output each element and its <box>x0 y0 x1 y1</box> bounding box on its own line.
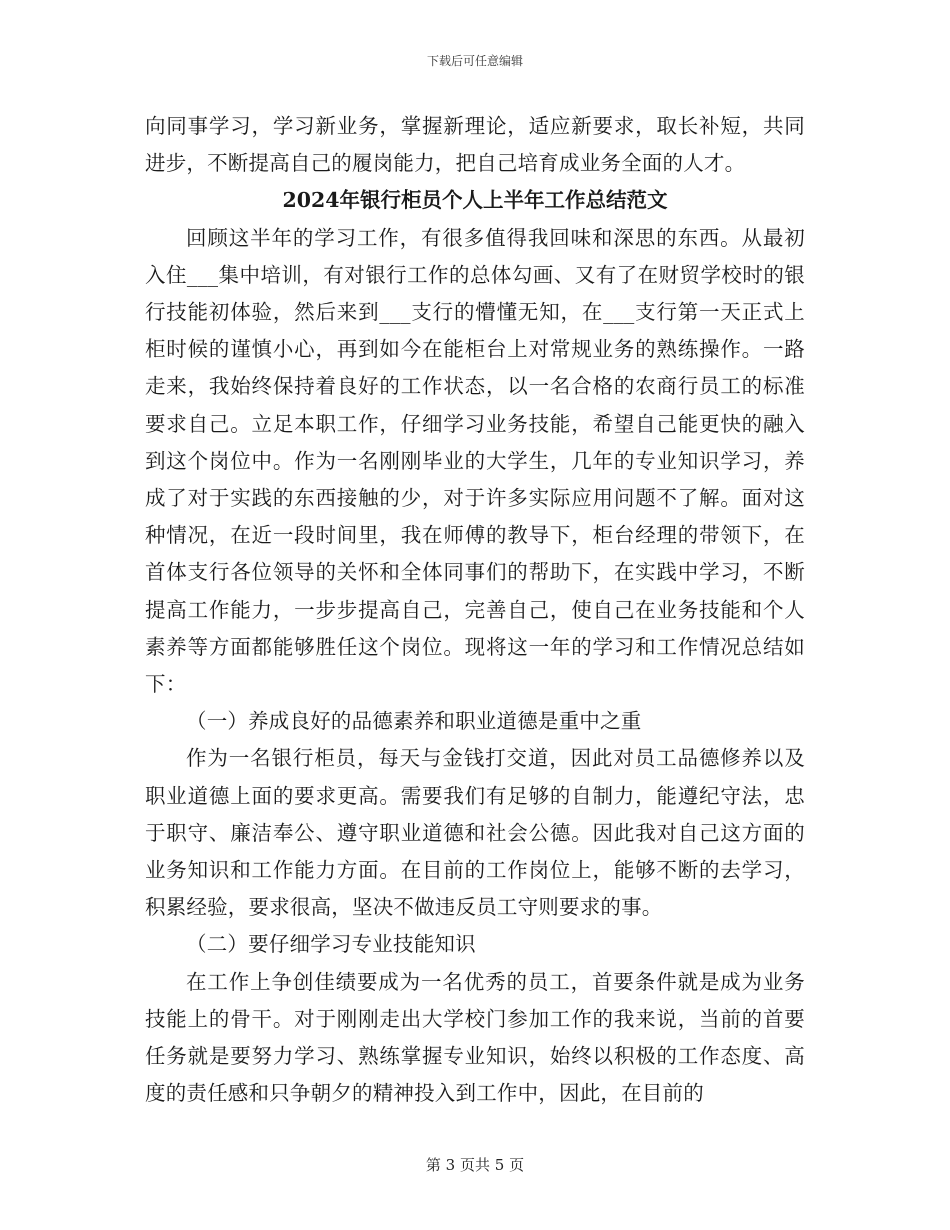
paragraph-skills: 在工作上争创佳绩要成为一名优秀的员工，首要条件就是成为业务技能上的骨干。对于刚刚走出大学校门参加工作的我来说，当前的首要任务就是要努力学习、熟练掌握专业知识，始终以积极的工作态度、高度的责任感和只争朝夕的精神投入到工作中，因此，在目前的 <box>145 969 805 1106</box>
lead-paragraph: 向同事学习，学习新业务，掌握新理论，适应新要求，取长补短，共同进步，不断提高自己的履岗能力，把自己培育成业务全面的人才。 <box>145 114 805 176</box>
page-header: 下载后可任意编辑 <box>426 54 523 68</box>
section-heading-2: （二）要仔细学习专业技能知识 <box>186 932 476 957</box>
document-body <box>145 108 805 1112</box>
page-footer: 第 3 页共 5 页 <box>425 1156 525 1174</box>
paragraph-review: 回顾这半年的学习工作，有很多值得我回味和深思的东西。从最初入住___集中培训，有对银行工作的总体勾画、又有了在财贸学校时的银行技能初体验，然后来到___支行的懵懂无知，在___支行第一天正式上柜时候的谨慎小心，再到如今在能柜台上对常规业务的熟练操作。一路走来，我始终保持着良好的工作状态，以一名合格的农商行员工的标准要求自己。立足本职工作，仔细学习业务技能，希望自己能更快的融入到这个岗位中。作为一名刚刚毕业的大学生，几年的专业知识学习，养成了对于实践的东西接触的少，对于许多实际应用问题不了解。面对这种情况，在近一段时间里，我在师傅的教导下，柜台经理的带领下，在首体支行各位领导的关怀和全体同事们的帮助下，在实践中学习，不断提高工作能力，一步步提高自己，完善自己，使自己在业务技能和个人素养等方面都能够胜任这个岗位。现将这一年的学习和工作情况总结如下： <box>145 225 805 697</box>
paragraph-ethics: 作为一名银行柜员，每天与金钱打交道，因此对员工品德修养以及职业道德上面的要求更高。需要我们有足够的自制力，能遵纪守法，忠于职守、廉洁奉公、遵守职业道德和社会公德。因此我对自己这方面的业务知识和工作能力方面。在目前的工作岗位上，能够不断的去学习，积累经验，要求很高，坚决不做违反员工守则要求的事。 <box>145 746 805 920</box>
section-heading-1: （一）养成良好的品德素养和职业道德是重中之重 <box>186 709 642 734</box>
document-title: 2024年银行柜员个人上半年工作总结范文 <box>282 188 668 213</box>
